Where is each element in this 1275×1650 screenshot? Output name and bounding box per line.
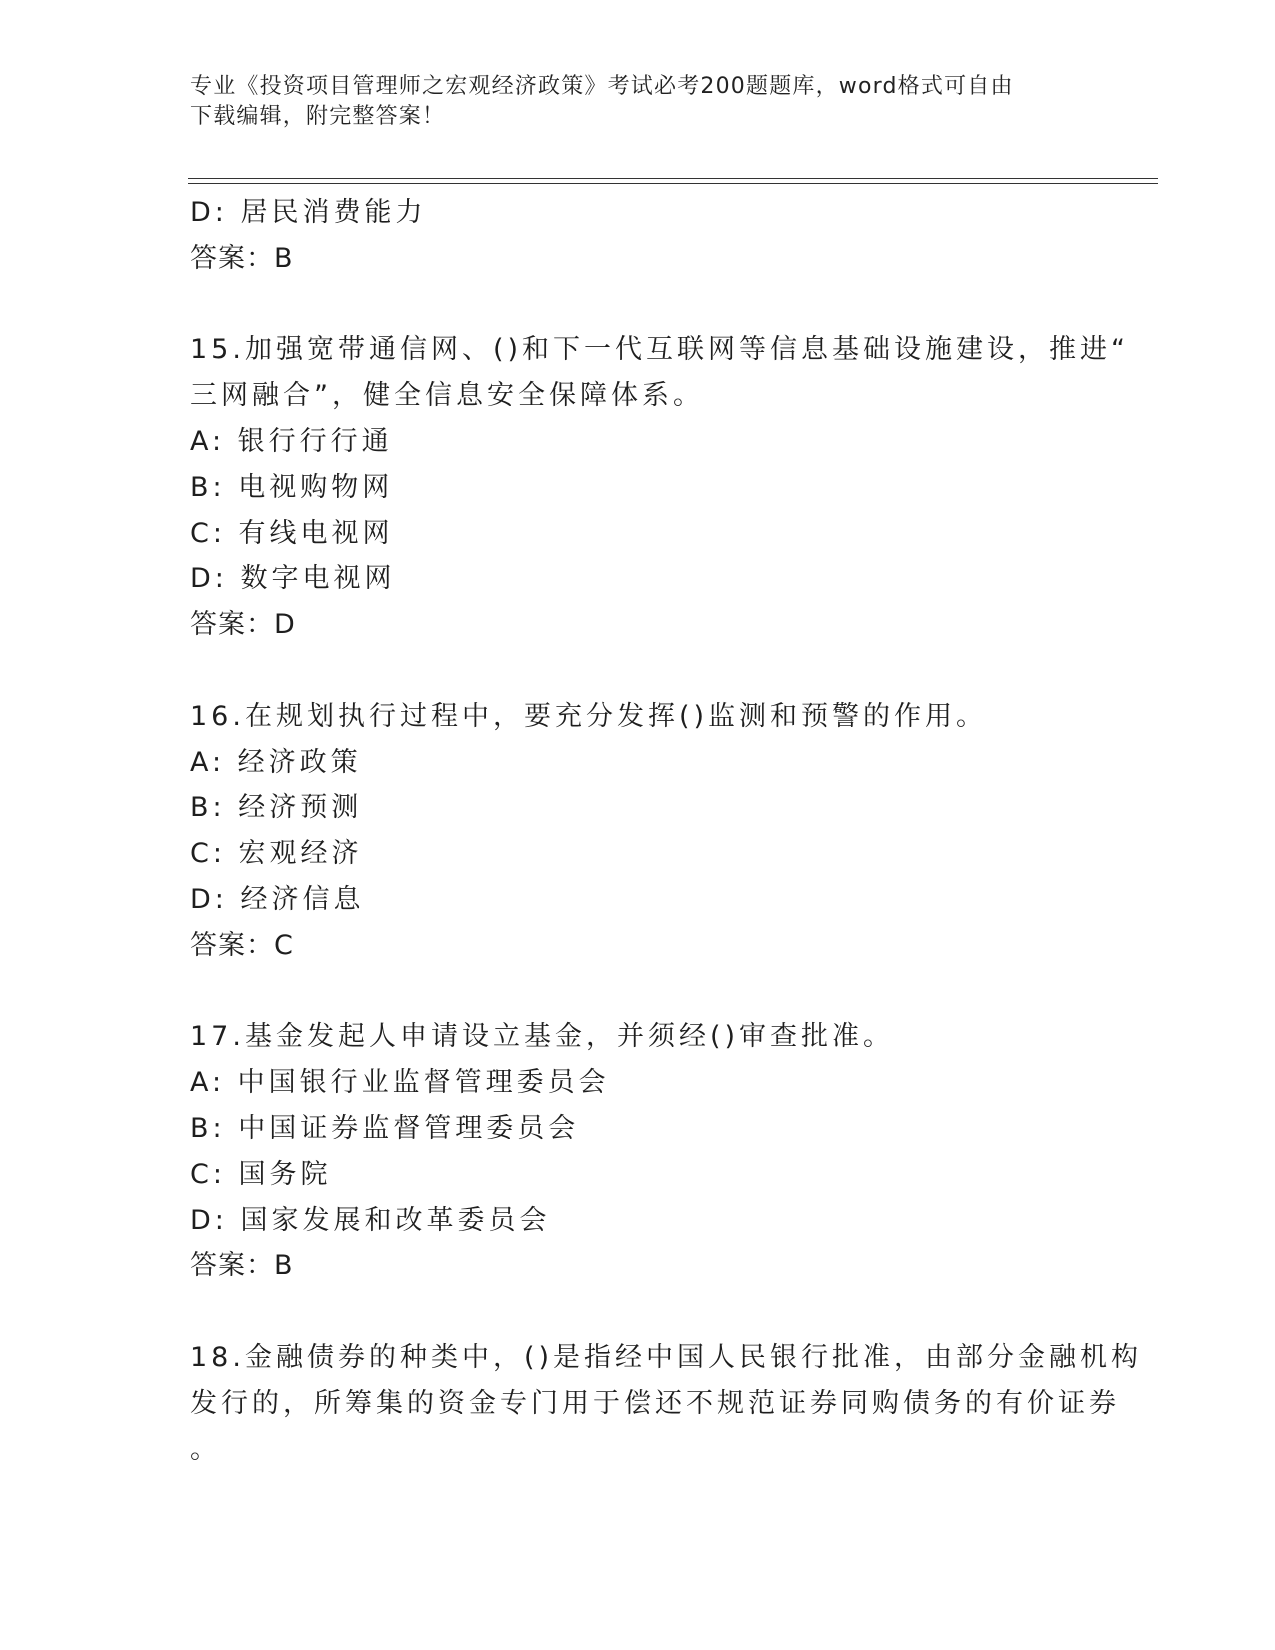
question-16-option-d: D: 经济信息 xyxy=(190,883,365,915)
document-body xyxy=(190,190,1143,1472)
question-15-option-b: B: 电视购物网 xyxy=(190,471,394,503)
option-d: D: 居民消费能力 xyxy=(190,197,427,228)
question-18-stem: 18.金融债券的种类中，()是指经中国人民银行批准，由部分金融机构 xyxy=(190,1341,1143,1373)
document-header xyxy=(190,72,1070,132)
question-16-option-b: B: 经济预测 xyxy=(190,792,363,824)
spacer xyxy=(190,1289,1090,1335)
question-16-answer: 答案：C xyxy=(190,929,294,961)
question-18-stem-cont: 发行的，所筹集的资金专门用于偿还不规范证券同购债务的有价证券 xyxy=(190,1387,1120,1419)
question-17-stem: 17.基金发起人申请设立基金，并须经()审查批准。 xyxy=(190,1021,895,1053)
question-18-stem-end: 。 xyxy=(190,1433,221,1465)
question-17-answer: 答案：B xyxy=(190,1250,294,1282)
question-15-answer: 答案：D xyxy=(190,609,296,641)
question-16-option-c: C: 宏观经济 xyxy=(190,838,363,870)
header-line-2: 下载编辑，附完整答案！ xyxy=(190,104,446,129)
spacer xyxy=(190,648,1090,694)
question-15-option-d: D: 数字电视网 xyxy=(190,563,396,595)
question-17-option-a: A: 中国银行业监督管理委员会 xyxy=(190,1067,610,1099)
question-15-stem: 15.加强宽带通信网、()和下一代互联网等信息基础设施建设，推进“ xyxy=(190,334,1129,366)
header-divider-top xyxy=(188,178,1158,179)
header-line-1: 专业《投资项目管理师之宏观经济政策》考试必考200题题库，word格式可自由 xyxy=(190,74,1014,99)
question-17-option-c: C: 国务院 xyxy=(190,1158,332,1190)
question-15-stem-cont: 三网融合”，健全信息安全保障体系。 xyxy=(190,380,704,412)
question-17-option-d: D: 国家发展和改革委员会 xyxy=(190,1204,551,1236)
question-16-stem: 16.在规划执行过程中，要充分发挥()监测和预警的作用。 xyxy=(190,700,988,732)
spacer xyxy=(190,969,1090,1015)
question-15-option-a: A: 银行行行通 xyxy=(190,425,393,457)
spacer xyxy=(190,282,1090,328)
question-16-option-a: A: 经济政策 xyxy=(190,746,362,778)
question-17-option-b: B: 中国证券监督管理委员会 xyxy=(190,1112,580,1144)
question-15-option-c: C: 有线电视网 xyxy=(190,517,394,549)
answer-line: 答案：B xyxy=(190,242,294,274)
header-divider-bottom xyxy=(188,183,1158,184)
